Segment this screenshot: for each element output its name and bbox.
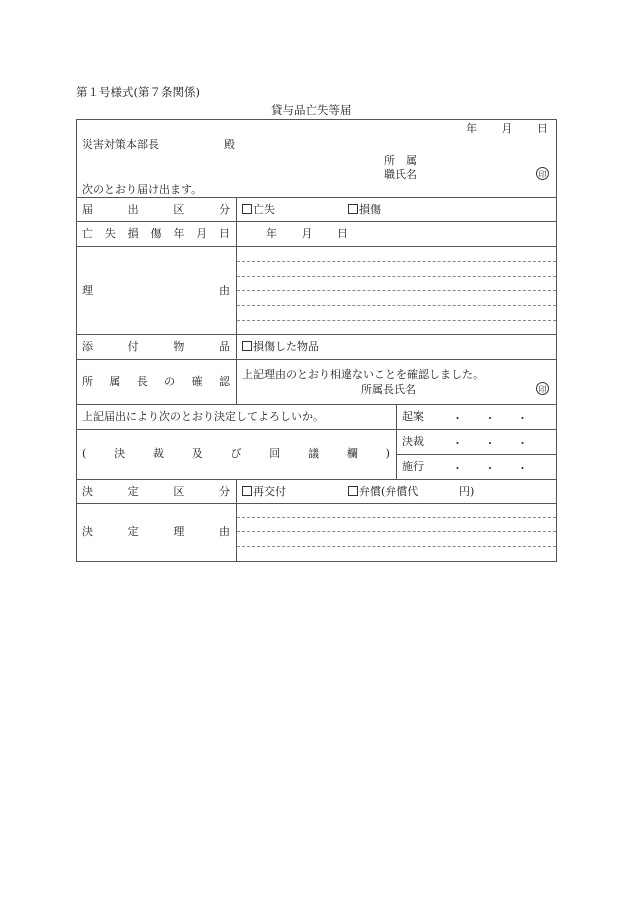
checkbox-damaged-item[interactable]: 損傷した物品 (242, 340, 319, 353)
label-supervisor-confirm: 所 属 長 の 確 認 (82, 375, 230, 388)
name-label: 職氏名 (384, 168, 417, 181)
year-label: 年 (466, 122, 477, 135)
supervisor-statement: 上記理由のとおり相違ないことを確認しました。 (242, 368, 484, 381)
stamp-row-draft[interactable]: 起案 ・ ・ ・ (402, 410, 528, 425)
label-attachments: 添 付 物 品 (82, 340, 230, 353)
supervisor-name-field[interactable] (425, 381, 530, 396)
addressee: 災害対策本部長 (82, 138, 159, 151)
checkbox-compensation[interactable]: 弁償(弁償代 (348, 485, 418, 498)
checkbox-icon (242, 341, 252, 351)
compensation-amount-field[interactable] (418, 483, 458, 498)
stamp-label: 施行 (402, 460, 424, 473)
checkbox-icon (242, 486, 252, 496)
affiliation-field[interactable] (430, 152, 530, 167)
day-label: 日 (537, 122, 548, 135)
decision-reason-textarea[interactable] (237, 504, 556, 561)
checkbox-icon (348, 486, 358, 496)
form-title: 貸与品亡失等届 (271, 103, 352, 117)
stamp-label: 起案 (402, 410, 424, 423)
stamp-row-approval[interactable]: 決裁 ・ ・ ・ (402, 435, 528, 450)
seal-icon: 印 (536, 167, 549, 180)
checkbox-damage[interactable]: 損傷 (348, 203, 381, 216)
label-reason: 理 由 (82, 284, 230, 297)
honorific: 殿 (224, 138, 235, 151)
approval-box-label: ( 決 裁 及 び 回 議 欄 ) (82, 447, 390, 460)
statement: 次のとおり届け出ます。 (82, 183, 203, 196)
checkbox-icon (242, 204, 252, 214)
checkbox-icon (348, 204, 358, 214)
name-field[interactable] (430, 166, 530, 181)
seal-icon: 印 (536, 382, 549, 395)
checkbox-reissue[interactable]: 再交付 (242, 485, 286, 498)
label-report-type: 届 出 区 分 (82, 203, 230, 216)
yen-suffix: 円) (459, 485, 475, 498)
supervisor-name-label: 所属長氏名 (361, 383, 416, 396)
month-label: 月 (501, 122, 513, 135)
label-loss-date: 亡 失 損 傷 年 月 日 (82, 227, 230, 240)
form-number: 第１号様式(第７条関係) (76, 85, 200, 99)
approval-box[interactable] (77, 430, 395, 478)
approval-question: 上記届出により次のとおり決定してよろしいか。 (82, 410, 324, 423)
loss-date-field[interactable]: 年 月 日 (266, 227, 348, 240)
label-decision-type: 決 定 区 分 (82, 485, 230, 498)
notice-date[interactable] (466, 122, 548, 135)
stamp-row-enforcement[interactable]: 施行 ・ ・ ・ (402, 460, 528, 475)
checkbox-loss[interactable]: 亡失 (242, 203, 275, 216)
stamp-label: 決裁 (402, 435, 424, 448)
label-decision-reason: 決 定 理 由 (82, 525, 230, 538)
affiliation-label: 所 属 (384, 154, 417, 167)
